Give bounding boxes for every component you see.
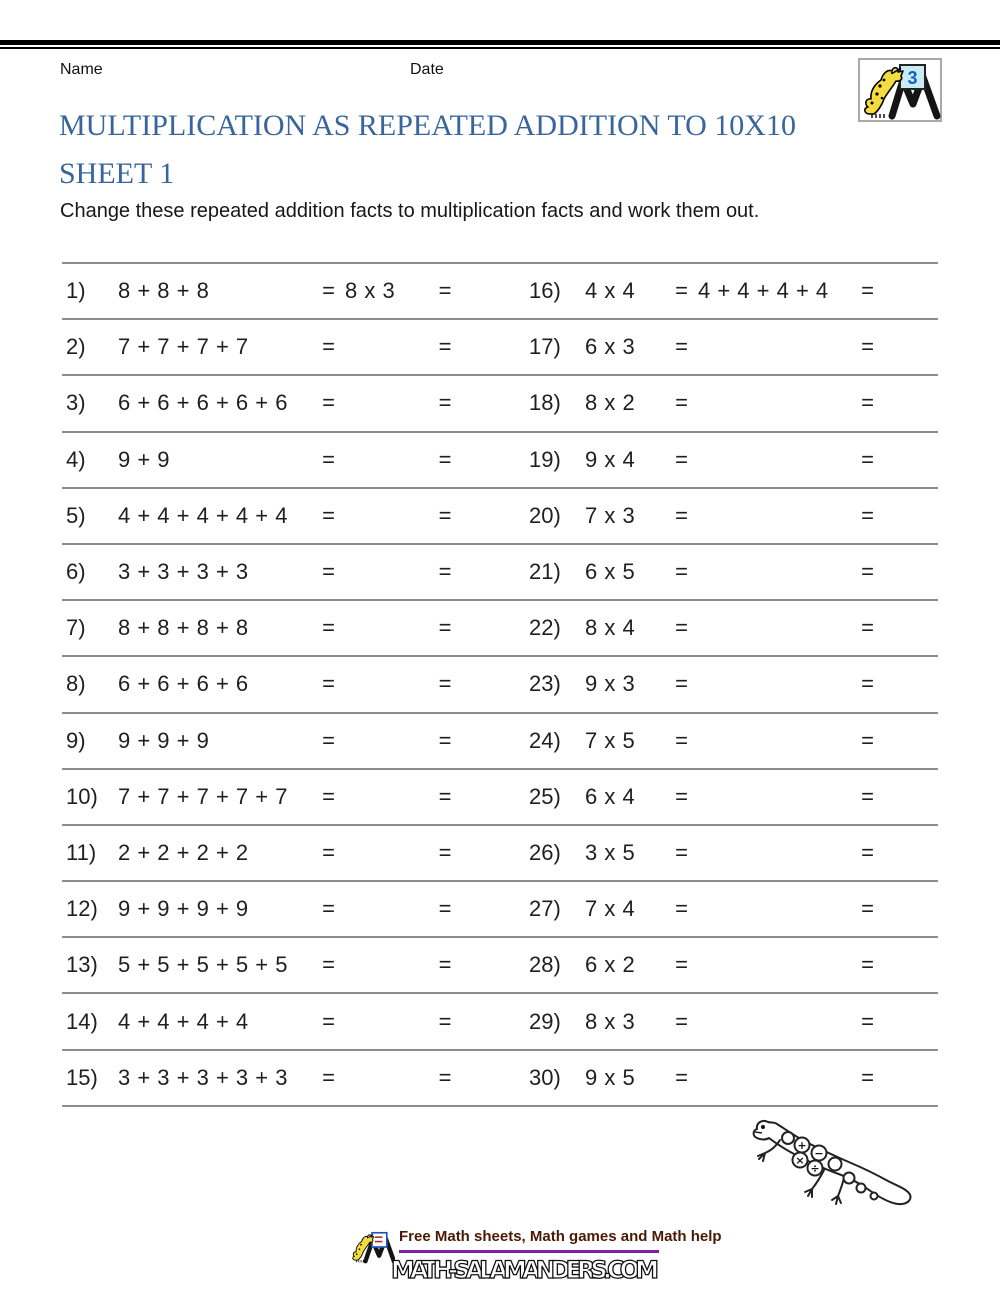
equals-sign: = [675, 1064, 688, 1090]
problem-number: 30) [529, 1064, 561, 1090]
problem-number: 29) [529, 1008, 561, 1034]
addition-expression: 5 + 5 + 5 + 5 + 5 [118, 952, 288, 978]
equals-sign: = [322, 1008, 335, 1034]
footer-wordmark [391, 1253, 661, 1290]
addition-expression: 9 + 9 [118, 446, 171, 472]
multiplication-expression: 6 x 5 [585, 559, 636, 585]
equals-sign: = [675, 839, 688, 865]
problem-number: 13) [66, 952, 98, 978]
equals-sign: = [438, 446, 452, 472]
equals-sign: = [861, 502, 874, 528]
addition-expression: 8 + 8 + 8 + 8 [118, 615, 249, 641]
equals-sign: = [675, 671, 688, 697]
addition-expression: 4 + 4 + 4 + 4 + 4 [118, 502, 288, 528]
problem-number: 5) [66, 502, 86, 528]
multiplication-expression: 8 x 3 [585, 1008, 636, 1034]
equals-sign: = [861, 839, 874, 865]
equals-sign: = [438, 1008, 452, 1034]
multiplication-expression: 8 x 4 [585, 615, 636, 641]
problem-number: 20) [529, 502, 561, 528]
equals-sign: = [322, 727, 335, 753]
equals-sign: = [861, 334, 874, 360]
problem-number: 16) [529, 278, 561, 304]
salamander-illustration [748, 1112, 923, 1217]
problem-number: 18) [529, 390, 561, 416]
equals-sign: = [438, 559, 452, 585]
problem-number: 21) [529, 559, 561, 585]
equals-sign: = [675, 502, 688, 528]
problem-number: 8) [66, 671, 86, 697]
addition-expression: 7 + 7 + 7 + 7 [118, 334, 249, 360]
problem-number: 11) [66, 839, 97, 865]
problem-row [62, 1049, 938, 1105]
addition-expression: 9 + 9 + 9 + 9 [118, 896, 249, 922]
equals-sign: = [438, 952, 452, 978]
date-label: Date [410, 61, 444, 78]
problem-number: 2) [66, 334, 86, 360]
equals-sign: = [861, 952, 874, 978]
equals-sign: = [675, 952, 688, 978]
equals-sign: = [861, 1064, 874, 1090]
problem-row [62, 374, 938, 430]
equals-sign: = [322, 1064, 335, 1090]
problem-row [62, 936, 938, 992]
equals-sign: = [861, 1008, 874, 1034]
equals-sign: = [438, 1064, 452, 1090]
multiplication-expression: 9 x 4 [585, 446, 636, 472]
problem-row [62, 768, 938, 824]
problem-number: 7) [66, 615, 86, 641]
multiplication-expression: 9 x 5 [585, 1064, 636, 1090]
problem-row [62, 262, 938, 318]
equals-sign: = [675, 1008, 688, 1034]
multiplication-answer-slot: 8 x 3 [345, 278, 396, 304]
problem-row [62, 599, 938, 655]
problems-table [62, 262, 938, 1107]
top-divider [0, 40, 1000, 49]
problem-row [62, 880, 938, 936]
grade-number: 3 [907, 68, 918, 88]
problem-number: 9) [66, 727, 86, 753]
equals-sign: = [438, 671, 452, 697]
footer-logo-icon [349, 1224, 395, 1275]
multiplication-expression: 9 x 3 [585, 671, 636, 697]
addition-expression: 7 + 7 + 7 + 7 + 7 [118, 783, 288, 809]
equals-sign: = [861, 783, 874, 809]
equals-sign: = [322, 502, 335, 528]
equals-sign: = [861, 615, 874, 641]
times-symbol: × [795, 1154, 805, 1167]
equals-sign: = [322, 896, 335, 922]
page-title [59, 102, 796, 198]
equals-sign: = [322, 615, 335, 641]
problem-number: 19) [529, 446, 561, 472]
problem-number: 26) [529, 839, 561, 865]
problem-number: 15) [66, 1064, 98, 1090]
equals-sign: = [861, 671, 874, 697]
page-title-line1: MULTIPLICATION AS REPEATED ADDITION TO 10X10 [59, 109, 796, 142]
problem-row [62, 655, 938, 711]
addition-expression: 4 + 4 + 4 + 4 [118, 1008, 249, 1034]
equals-sign: = [322, 278, 335, 304]
problem-row [62, 824, 938, 880]
equals-sign: = [675, 615, 688, 641]
equals-sign: = [675, 727, 688, 753]
multiplication-expression: 4 x 4 [585, 278, 636, 304]
multiplication-expression: 3 x 5 [585, 839, 636, 865]
plus-symbol: + [797, 1139, 807, 1152]
problem-number: 25) [529, 783, 561, 809]
equals-sign: = [438, 896, 452, 922]
equals-sign: = [438, 839, 452, 865]
equals-sign: = [322, 839, 335, 865]
brand-logo [858, 58, 942, 127]
equals-sign: = [861, 727, 874, 753]
problem-number: 14) [66, 1008, 98, 1034]
instruction-text: Change these repeated addition facts to multiplication facts and work them out. [60, 200, 760, 222]
equals-sign: = [861, 896, 874, 922]
addition-expression: 6 + 6 + 6 + 6 [118, 671, 249, 697]
equals-sign: = [861, 390, 874, 416]
multiplication-expression: 8 x 2 [585, 390, 636, 416]
multiplication-expression: 7 x 4 [585, 896, 636, 922]
problem-number: 17) [529, 334, 561, 360]
problem-row [62, 318, 938, 374]
problem-row [62, 712, 938, 768]
equals-sign: = [861, 446, 874, 472]
equals-sign: = [322, 783, 335, 809]
multiplication-expression: 6 x 4 [585, 783, 636, 809]
equals-sign: = [322, 671, 335, 697]
addition-expression: 3 + 3 + 3 + 3 + 3 [118, 1064, 288, 1090]
addition-expression: 8 + 8 + 8 [118, 278, 210, 304]
equals-sign: = [438, 334, 452, 360]
multiplication-expression: 6 x 3 [585, 334, 636, 360]
page-title-line2: SHEET 1 [59, 157, 175, 190]
problem-number: 23) [529, 671, 561, 697]
salamander-logo-icon [858, 58, 942, 122]
equals-sign: = [322, 334, 335, 360]
equals-sign: = [438, 390, 452, 416]
equals-sign: = [322, 559, 335, 585]
problem-number: 4) [66, 446, 86, 472]
footer-tagline: Free Math sheets, Math games and Math help [399, 1228, 722, 1245]
equals-sign: = [675, 278, 688, 304]
equals-sign: = [675, 896, 688, 922]
equals-sign: = [322, 446, 335, 472]
problem-number: 1) [66, 278, 86, 304]
problem-number: 24) [529, 727, 561, 753]
problem-row [62, 543, 938, 599]
equals-sign: = [322, 952, 335, 978]
addition-answer-slot: 4 + 4 + 4 + 4 [698, 278, 829, 304]
equals-sign: = [438, 783, 452, 809]
addition-expression: 9 + 9 + 9 [118, 727, 210, 753]
problem-number: 27) [529, 896, 561, 922]
problem-row [62, 431, 938, 487]
addition-expression: 3 + 3 + 3 + 3 [118, 559, 249, 585]
addition-expression: 6 + 6 + 6 + 6 + 6 [118, 390, 288, 416]
multiplication-expression: 6 x 2 [585, 952, 636, 978]
equals-sign: = [322, 390, 335, 416]
addition-expression: 2 + 2 + 2 + 2 [118, 839, 249, 865]
equals-sign: = [438, 502, 452, 528]
equals-sign: = [675, 783, 688, 809]
equals-sign: = [675, 390, 688, 416]
problem-number: 10) [66, 783, 98, 809]
problem-number: 3) [66, 390, 86, 416]
minus-symbol: − [814, 1147, 824, 1160]
problem-row [62, 487, 938, 543]
equals-sign: = [675, 446, 688, 472]
equals-sign: = [438, 278, 452, 304]
problem-number: 28) [529, 952, 561, 978]
equals-sign: = [861, 278, 874, 304]
equals-sign: = [438, 727, 452, 753]
divide-symbol: ÷ [810, 1162, 820, 1175]
name-label: Name [60, 61, 103, 78]
multiplication-expression: 7 x 5 [585, 727, 636, 753]
equals-sign: = [438, 615, 452, 641]
equals-sign: = [675, 334, 688, 360]
problem-number: 12) [66, 896, 98, 922]
problem-number: 22) [529, 615, 561, 641]
problem-number: 6) [66, 559, 86, 585]
equals-sign: = [861, 559, 874, 585]
equals-sign: = [675, 559, 688, 585]
problem-row [62, 992, 938, 1048]
multiplication-expression: 7 x 3 [585, 502, 636, 528]
wordmark-text: MATH-SALAMANDERS.COM [391, 1256, 659, 1284]
